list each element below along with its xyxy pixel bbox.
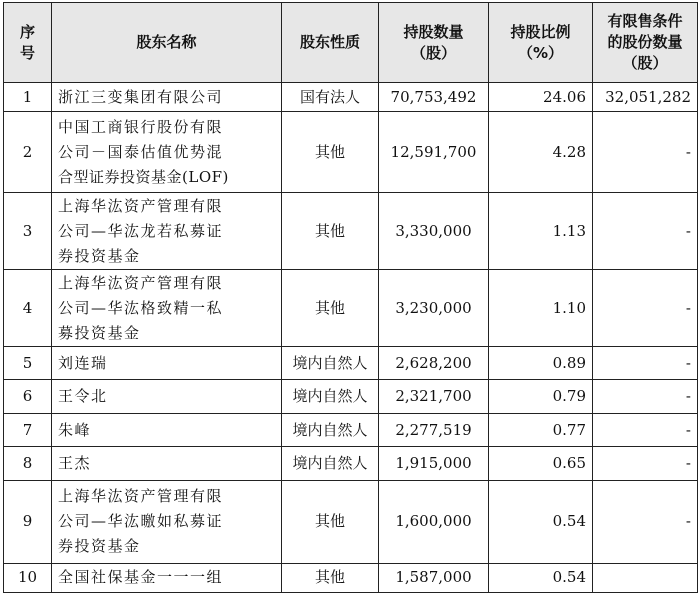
cell-seq: 6 — [4, 380, 52, 413]
table-row — [4, 193, 698, 270]
table-row — [4, 480, 698, 563]
table-row — [4, 380, 698, 413]
cell-shareholder-name — [52, 270, 282, 347]
cell-shares: 2,277,519 — [379, 413, 489, 446]
header-shares-line1: 持股数量 — [403, 22, 464, 41]
cell-nature: 境内自然人 — [282, 380, 379, 413]
cell-ratio: 0.79 — [489, 380, 593, 413]
name-line: 朱峰 — [58, 420, 92, 439]
table-row — [4, 413, 698, 446]
name-line: 上海华汯资产管理有限 — [58, 487, 224, 506]
header-ratio-line1: 持股比例 — [510, 22, 571, 41]
cell-shareholder-name — [52, 83, 282, 112]
header-restricted-line2: 的股份数量 — [607, 33, 683, 51]
header-shares-line2: （股） — [410, 43, 456, 62]
name-line: 王杰 — [58, 453, 92, 472]
header-restricted-line1: 有限售条件 — [607, 12, 683, 30]
name-line: 公司—华汯格致精一私 — [58, 298, 224, 317]
name-line: 王令北 — [58, 387, 108, 406]
header-seq-line1: 序 — [19, 22, 35, 41]
name-line: 上海华汯资产管理有限 — [58, 273, 224, 292]
cell-seq: 1 — [4, 83, 52, 112]
cell-shares: 3,330,000 — [379, 193, 489, 270]
header-shares — [379, 3, 489, 83]
name-line: 公司－国泰估值优势混 — [58, 142, 224, 161]
cell-restricted: 32,051,282 — [593, 83, 698, 112]
name-line: 刘连瑞 — [58, 353, 108, 372]
cell-restricted: - — [593, 447, 698, 480]
name-line: 全国社保基金一一一组 — [58, 568, 224, 587]
cell-restricted: - — [593, 270, 698, 347]
cell-nature: 其他 — [282, 270, 379, 347]
cell-seq: 2 — [4, 112, 52, 193]
cell-shares: 12,591,700 — [379, 112, 489, 193]
cell-shareholder-name — [52, 480, 282, 563]
name-line: 浙江三变集团有限公司 — [58, 87, 224, 106]
cell-shareholder-name — [52, 563, 282, 592]
name-line: 券投资基金 — [58, 246, 141, 265]
cell-shares: 1,600,000 — [379, 480, 489, 563]
header-seq-line2: 号 — [19, 43, 35, 62]
header-nature: 股东性质 — [282, 3, 379, 83]
cell-nature: 其他 — [282, 112, 379, 193]
cell-ratio: 0.54 — [489, 480, 593, 563]
cell-ratio: 0.54 — [489, 563, 593, 592]
shareholder-table — [3, 2, 698, 593]
cell-nature: 国有法人 — [282, 83, 379, 112]
cell-shares: 3,230,000 — [379, 270, 489, 347]
header-row — [4, 3, 698, 83]
cell-seq: 10 — [4, 563, 52, 592]
table-row — [4, 447, 698, 480]
cell-nature: 境内自然人 — [282, 347, 379, 380]
cell-nature: 境内自然人 — [282, 413, 379, 446]
cell-nature: 其他 — [282, 563, 379, 592]
cell-ratio: 0.65 — [489, 447, 593, 480]
cell-seq: 8 — [4, 447, 52, 480]
cell-restricted — [593, 563, 698, 592]
cell-shareholder-name — [52, 447, 282, 480]
cell-ratio: 4.28 — [489, 112, 593, 193]
cell-restricted: - — [593, 413, 698, 446]
name-line: 合型证券投资基金(LOF) — [58, 167, 229, 186]
cell-ratio: 24.06 — [489, 83, 593, 112]
cell-seq: 7 — [4, 413, 52, 446]
cell-shares: 1,915,000 — [379, 447, 489, 480]
cell-nature: 其他 — [282, 480, 379, 563]
cell-ratio: 1.13 — [489, 193, 593, 270]
name-line: 公司—华汯龙若私募证 — [58, 221, 224, 240]
cell-ratio: 0.77 — [489, 413, 593, 446]
header-restricted — [593, 3, 698, 83]
table-row — [4, 563, 698, 592]
cell-shareholder-name — [52, 112, 282, 193]
cell-ratio: 1.10 — [489, 270, 593, 347]
header-ratio-line2: （%） — [517, 43, 564, 62]
cell-restricted: - — [593, 380, 698, 413]
cell-shareholder-name — [52, 193, 282, 270]
cell-nature: 境内自然人 — [282, 447, 379, 480]
cell-restricted: - — [593, 480, 698, 563]
header-name: 股东名称 — [52, 3, 282, 83]
header-ratio — [489, 3, 593, 83]
cell-shareholder-name — [52, 413, 282, 446]
table-body — [4, 83, 698, 593]
header-restricted-line3: （股） — [622, 54, 668, 72]
table-row — [4, 112, 698, 193]
table-row — [4, 347, 698, 380]
cell-seq: 4 — [4, 270, 52, 347]
table-header — [4, 3, 698, 83]
name-line: 券投资基金 — [58, 537, 141, 556]
name-line: 中国工商银行股份有限 — [58, 117, 224, 136]
table-row — [4, 83, 698, 112]
cell-shareholder-name — [52, 380, 282, 413]
cell-shares: 2,628,200 — [379, 347, 489, 380]
table-row — [4, 270, 698, 347]
cell-nature: 其他 — [282, 193, 379, 270]
name-line: 公司—华汯曒如私募证 — [58, 512, 224, 531]
cell-restricted: - — [593, 112, 698, 193]
cell-shares: 70,753,492 — [379, 83, 489, 112]
cell-seq: 5 — [4, 347, 52, 380]
cell-shares: 2,321,700 — [379, 380, 489, 413]
cell-seq: 3 — [4, 193, 52, 270]
cell-ratio: 0.89 — [489, 347, 593, 380]
name-line: 募投资基金 — [58, 323, 141, 342]
cell-restricted: - — [593, 193, 698, 270]
cell-seq: 9 — [4, 480, 52, 563]
name-line: 上海华汯资产管理有限 — [58, 196, 224, 215]
header-seq — [4, 3, 52, 83]
cell-shareholder-name — [52, 347, 282, 380]
cell-restricted: - — [593, 347, 698, 380]
cell-shares: 1,587,000 — [379, 563, 489, 592]
